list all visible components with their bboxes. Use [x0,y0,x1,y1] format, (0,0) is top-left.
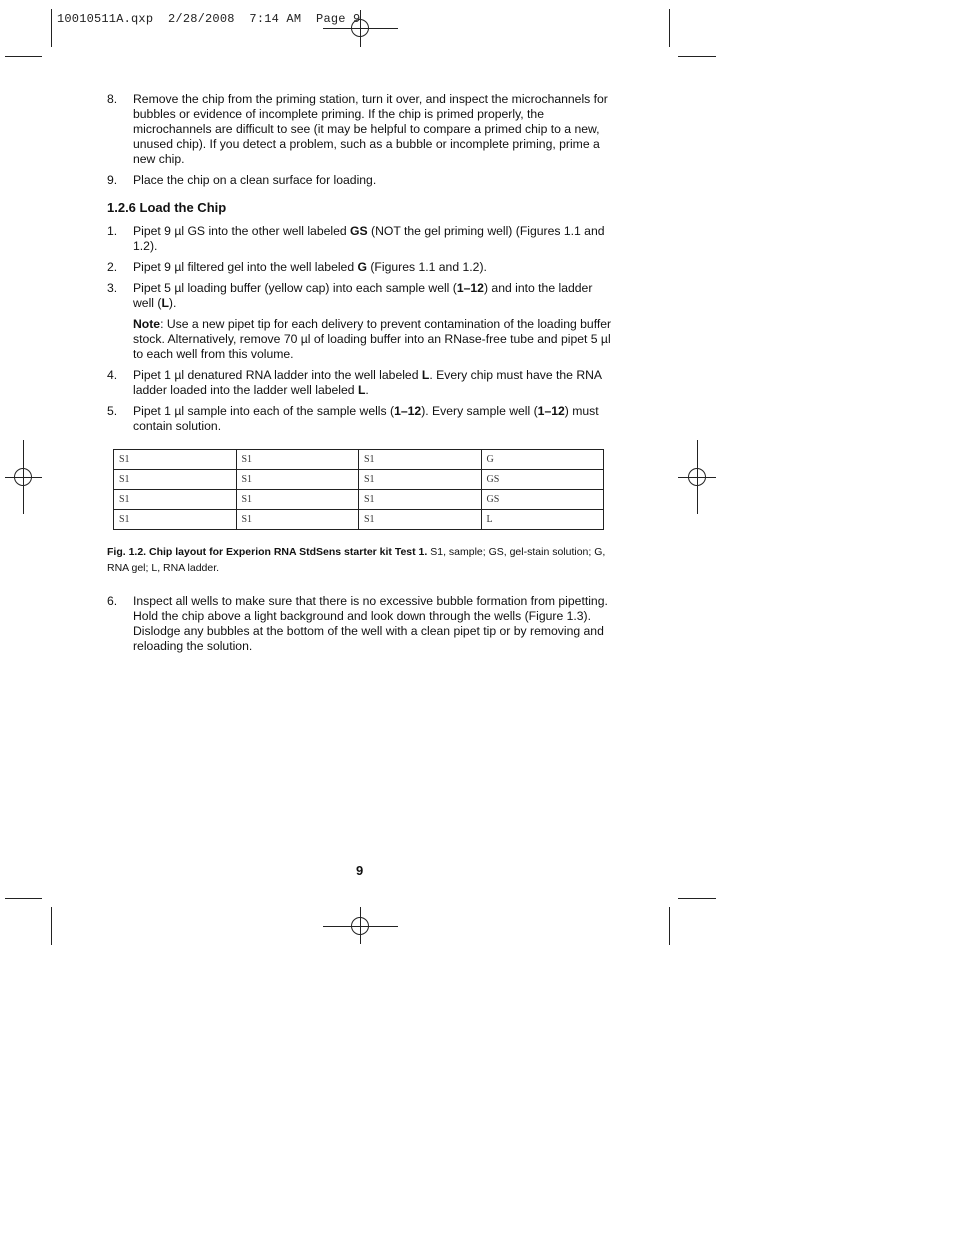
table-row [114,490,604,510]
table-cell: S1 [114,490,237,510]
page-number: 9 [356,863,364,878]
crop-mark [51,907,52,945]
step-text: ) must contain solution. [133,404,599,433]
step-text: Pipet 9 µl GS into the other well labeled [133,224,351,238]
table-cell: S1 [114,470,237,490]
caption-title: Fig. 1.2. Chip layout for Experion RNA StdSens starter kit Test 1. [107,546,428,558]
well-label: G [357,260,367,274]
well-label: L [421,368,430,382]
well-label: L [357,383,366,397]
table-cell: S1 [359,510,482,530]
table-cell: S1 [359,450,482,470]
crop-mark [669,907,670,945]
crop-mark [669,9,670,47]
step-text: Pipet 1 µl sample into each of the sample wells ( [133,404,395,418]
step-number: 2. [107,260,118,274]
table-cell: S1 [236,490,359,510]
table-row [114,510,604,530]
table-cell: S1 [114,450,237,470]
well-label: L [161,296,169,310]
step-text: Place the chip on a clean surface for loading. [133,173,377,187]
step-6 [107,594,612,654]
table-cell: S1 [114,510,237,530]
note [107,317,612,362]
table-cell: GS [481,490,604,510]
well-label: 1–12 [537,404,565,418]
step-8 [107,92,612,167]
step-text: ) and into the ladder well ( [133,281,593,310]
step-1 [107,224,612,254]
figure-caption [107,544,612,576]
step-text: Pipet 5 µl loading buffer (yellow cap) into each sample well ( [133,281,457,295]
crop-mark [678,56,716,57]
print-slug: 10010511A.qxp 2/28/2008 7:14 AM Page 9 [57,12,361,26]
step-4 [107,368,612,398]
crop-mark [5,898,42,899]
chip-layout-table [113,449,604,530]
table-cell: S1 [236,470,359,490]
table-row [114,450,604,470]
crop-mark [51,9,52,47]
table-cell: GS [481,470,604,490]
note-text: : Use a new pipet tip for each delivery to prevent contamination of the loading buffer stock. Alternatively, remove 70 µl of loading buffer into an RNase-free tube and pipet 5 µl to each well from this volume. [133,317,612,361]
table-cell: S1 [359,470,482,490]
step-number: 6. [107,594,118,608]
crop-mark [5,56,42,57]
step-number: 1. [107,224,118,238]
step-text: . [365,383,369,397]
well-label: 1–12 [456,281,484,295]
step-2 [107,260,612,275]
table-cell: S1 [236,450,359,470]
note-label: Note [133,317,161,331]
step-5 [107,404,612,434]
step-number: 3. [107,281,118,295]
step-text: ). [168,296,177,310]
step-number: 8. [107,92,118,106]
table-cell: G [481,450,604,470]
step-text: (NOT the gel priming well) (Figures 1.1 and 1.2). [133,224,605,253]
step-3 [107,281,612,311]
table-cell: L [481,510,604,530]
step-number: 9. [107,173,118,187]
step-text: Pipet 1 µl denatured RNA ladder into the well labeled [133,368,422,382]
step-number: 5. [107,404,118,418]
step-number: 4. [107,368,118,382]
table-row [114,470,604,490]
step-text: Inspect all wells to make sure that there is no excessive bubble formation from pipetting. Hold the chip above a light background and look down through the wells (Figure 1.3). Dislodge any bubbles at the bottom of the well with a clean pipet tip or by removing and reloading the solution. [133,594,608,653]
section-heading: 1.2.6 Load the Chip [107,200,227,215]
document-body [107,92,612,660]
caption-text: S1, sample; GS, gel-stain solution; G, RNA gel; L, RNA ladder. [107,546,606,574]
step-text: ). Every sample well ( [421,404,538,418]
step-text: Pipet 9 µl filtered gel into the well labeled [133,260,358,274]
well-label: GS [350,224,368,238]
crop-mark [678,898,716,899]
step-text: Remove the chip from the priming station, turn it over, and inspect the microchannels for bubbles or evidence of incomplete priming. If the chip is primed properly, the microchannels are difficult to see (it may be helpful to compare a primed chip to a new, unused chip). If you detect a problem, such as a bubble or incomplete priming, prime a new chip. [133,92,608,166]
step-text: (Figures 1.1 and 1.2). [366,260,487,274]
step-9 [107,173,612,188]
step-text: . Every chip must have the RNA ladder loaded into the ladder well labeled [133,368,602,397]
well-label: 1–12 [394,404,422,418]
table-cell: S1 [359,490,482,510]
table-cell: S1 [236,510,359,530]
